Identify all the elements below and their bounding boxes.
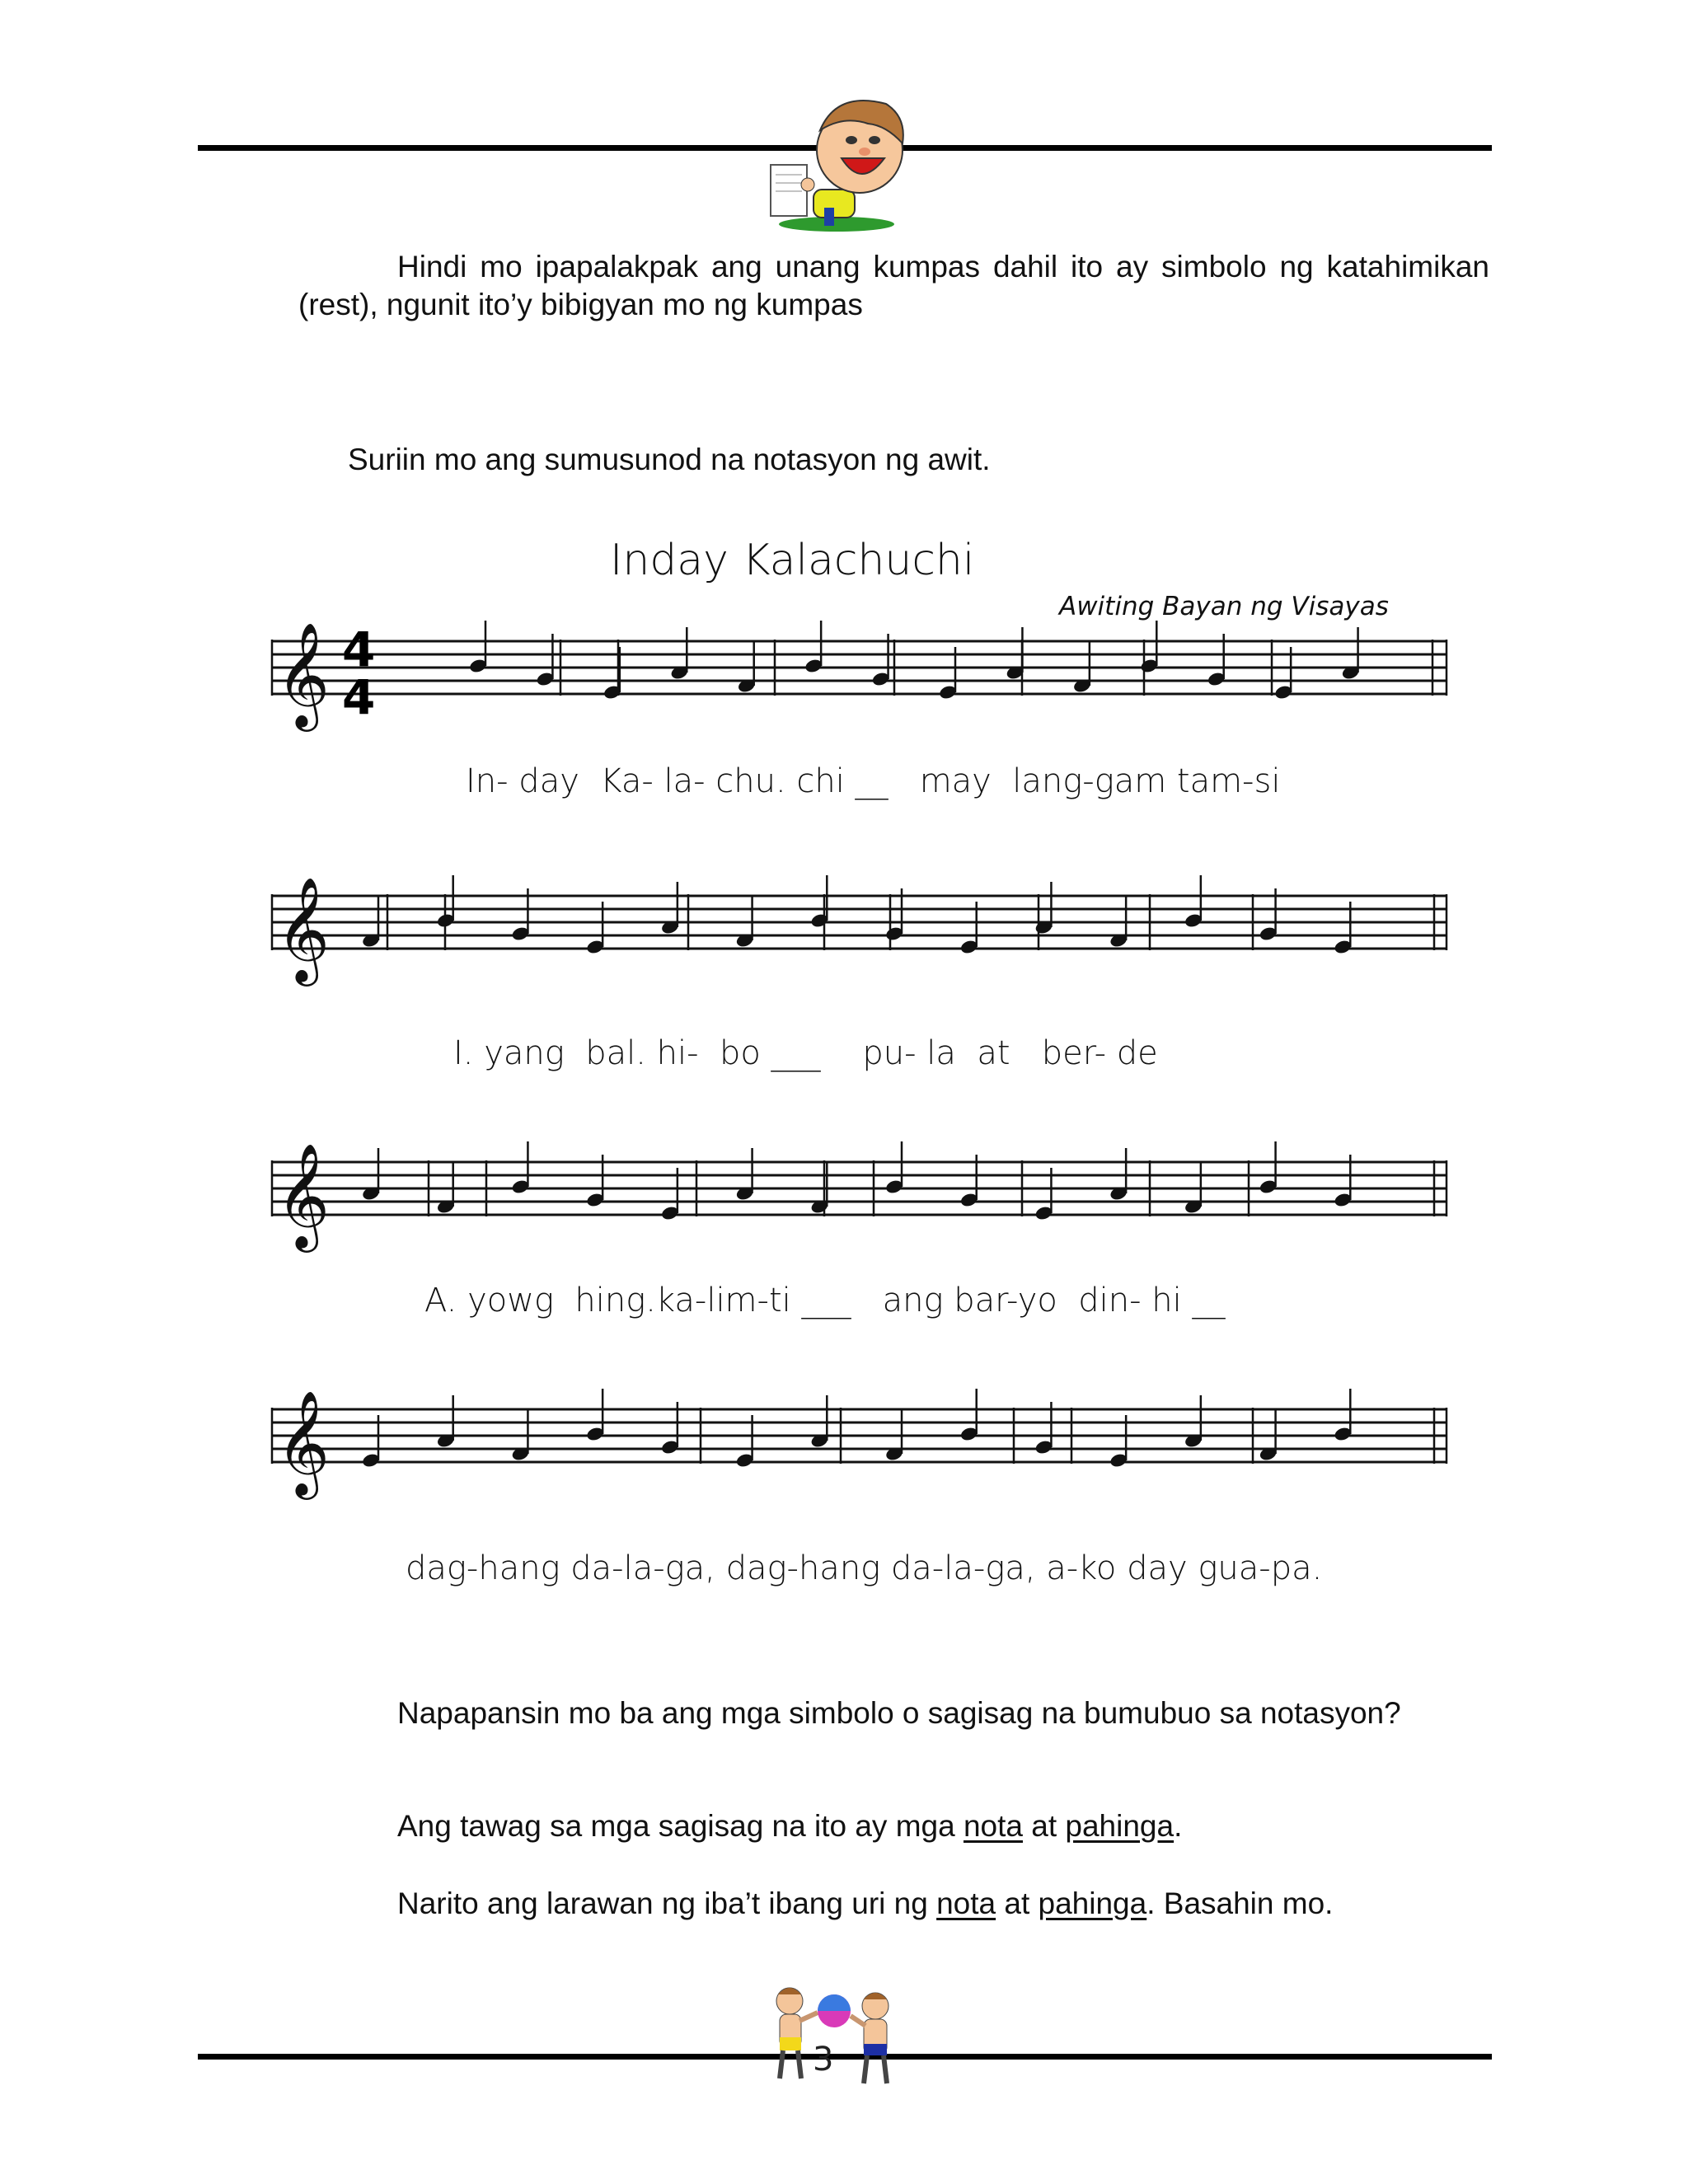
definition-text-start: Ang tawag sa mga sagisag na ito ay mga [397, 1809, 964, 1843]
intro-paragraph: Hindi mo ipapalakpak ang unang kumpas dahil ito ay simbolo ng katahimikan (rest), ngunit ito’y bibigyan mo ng kumpas [298, 250, 1489, 321]
song-subtitle: Awiting Bayan ng Visayas [1059, 592, 1389, 621]
treble-clef-icon: 𝄞 [276, 1390, 331, 1495]
song-title: Inday Kalachuchi [610, 536, 975, 585]
definition-text-end: . [1174, 1809, 1183, 1843]
pahinga-term-2: pahinga [1038, 1886, 1147, 1920]
lyrics-line-3: A. yowg hing.ka-lim-ti ___ ang bar-yo din- hi __ [424, 1282, 1226, 1319]
treble-clef-icon: 𝄞 [276, 621, 331, 727]
nota-term-2: nota [936, 1886, 996, 1920]
lyrics-line-2: I. yang bal. hi- bo ___ pu- la at ber- de [453, 1034, 1158, 1072]
nota-pahinga-definition [397, 1807, 1588, 1845]
narito-instruction [397, 1885, 1588, 1923]
narito-text-end: . Basahin mo. [1146, 1886, 1334, 1920]
pahinga-term: pahinga [1065, 1809, 1175, 1843]
narito-text-start: Narito ang larawan ng iba’t ibang uri ng [397, 1886, 937, 1920]
time-signature-top: 4 [342, 621, 376, 677]
narito-text-and: at [996, 1886, 1039, 1920]
lyrics-line-1: In- day Ka- la- chu. chi __ may lang-gam tam-si [466, 762, 1281, 800]
lyrics-line-4: dag-hang da-la-ga, dag-hang da-la-ga, a-ko day gua-pa. [406, 1549, 1323, 1587]
question-paragraph: Napapansin mo ba ang mga simbolo o sagisag na bumubuo sa notasyon? [397, 1696, 1401, 1730]
nota-term: nota [963, 1809, 1023, 1843]
time-signature-bottom: 4 [342, 669, 376, 725]
treble-clef-icon: 𝄞 [276, 1142, 331, 1248]
definition-text-and: at [1022, 1809, 1066, 1843]
page-number: 3 [813, 2041, 834, 2079]
instruction-text: Suriin mo ang sumusunod na notasyon ng awit. [348, 443, 991, 476]
treble-clef-icon: 𝄞 [276, 876, 331, 982]
